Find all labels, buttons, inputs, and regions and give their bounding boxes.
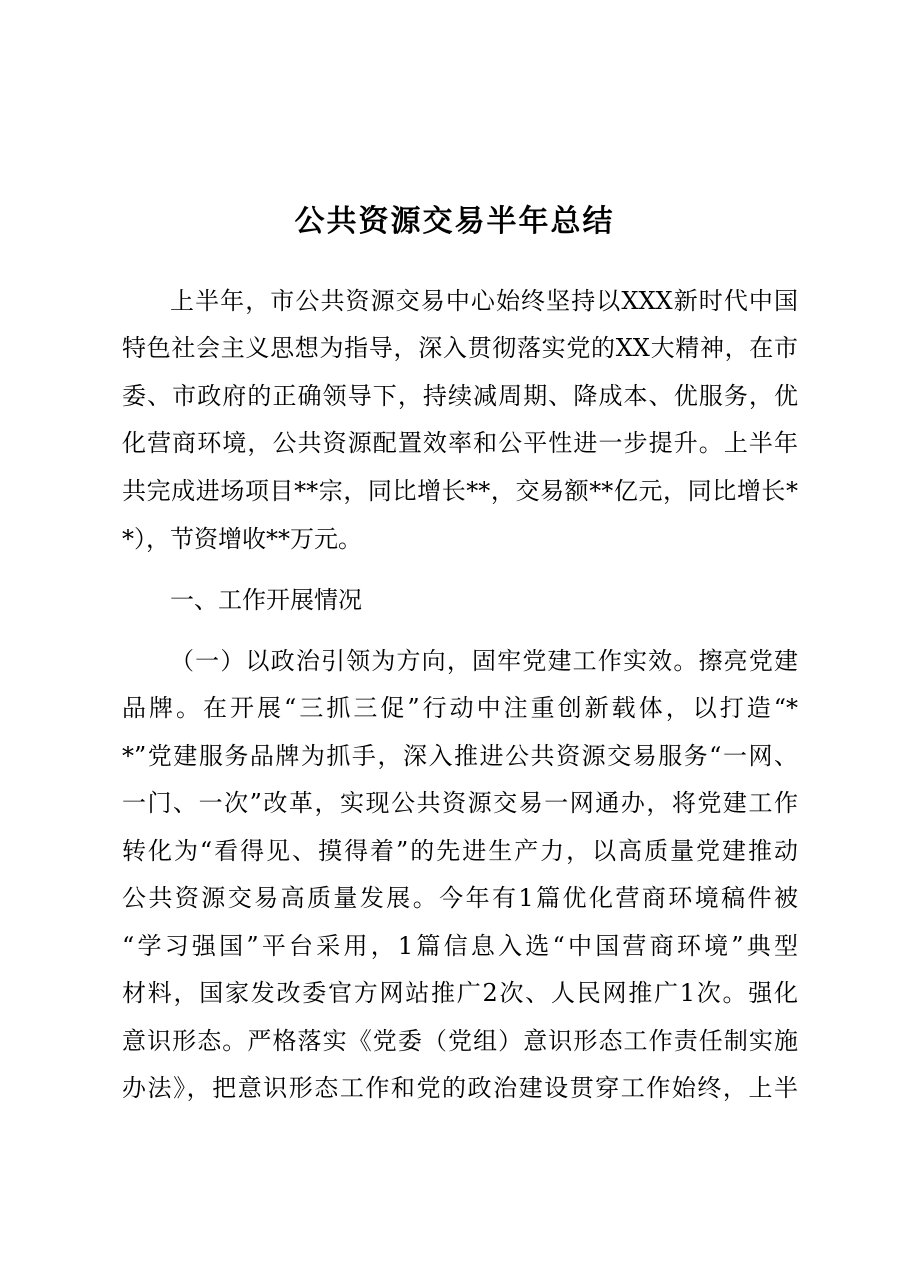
paragraph-line: “学习强国”平台采用，1篇信息入选“中国营商环境”典型 [122, 932, 798, 960]
paragraph-line: 化营商环境，公共资源配置效率和公平性进一步提升。上半年 [122, 429, 798, 457]
paragraph-line: 意识形态。严格落实《党委（党组）意识形态工作责任制实施 [122, 1027, 798, 1055]
paragraph-line: 委、市政府的正确领导下，持续减周期、降成本、优服务，优 [122, 382, 798, 410]
paragraph-line: 一门、一次”改革，实现公共资源交易一网通办，将党建工作 [122, 789, 798, 817]
paragraph-line: （一）以政治引领为方向，固牢党建工作实效。擦亮党建 [170, 647, 798, 675]
paragraph-line: 公共资源交易高质量发展。今年有1篇优化营商环境稿件被 [122, 884, 798, 912]
section-heading: 一、工作开展情况 [170, 586, 362, 614]
document-title: 公共资源交易半年总结 [294, 204, 615, 239]
paragraph-line: 转化为“看得见、摸得着”的先进生产力，以高质量党建推动 [122, 837, 798, 865]
paragraph-line: *”党建服务品牌为抓手，深入推进公共资源交易服务“一网、 [122, 742, 798, 770]
paragraph-line: 办法》，把意识形态工作和党的政治建设贯穿工作始终，上半 [122, 1074, 798, 1102]
paragraph-line: 材料，国家发改委官方网站推广2次、人民网推广1次。强化 [122, 979, 798, 1007]
paragraph-line: 品牌。在开展“三抓三促”行动中注重创新载体，以打造“* [122, 694, 798, 722]
paragraph-line: *），节资增收**万元。 [122, 525, 362, 553]
paragraph-line: 共完成进场项目**宗，同比增长**，交易额**亿元，同比增长* [122, 477, 798, 505]
paragraph-line: 上半年，市公共资源交易中心始终坚持以XXX新时代中国 [170, 287, 798, 315]
paragraph-line: 特色社会主义思想为指导，深入贯彻落实党的XX大精神，在市 [122, 334, 798, 362]
